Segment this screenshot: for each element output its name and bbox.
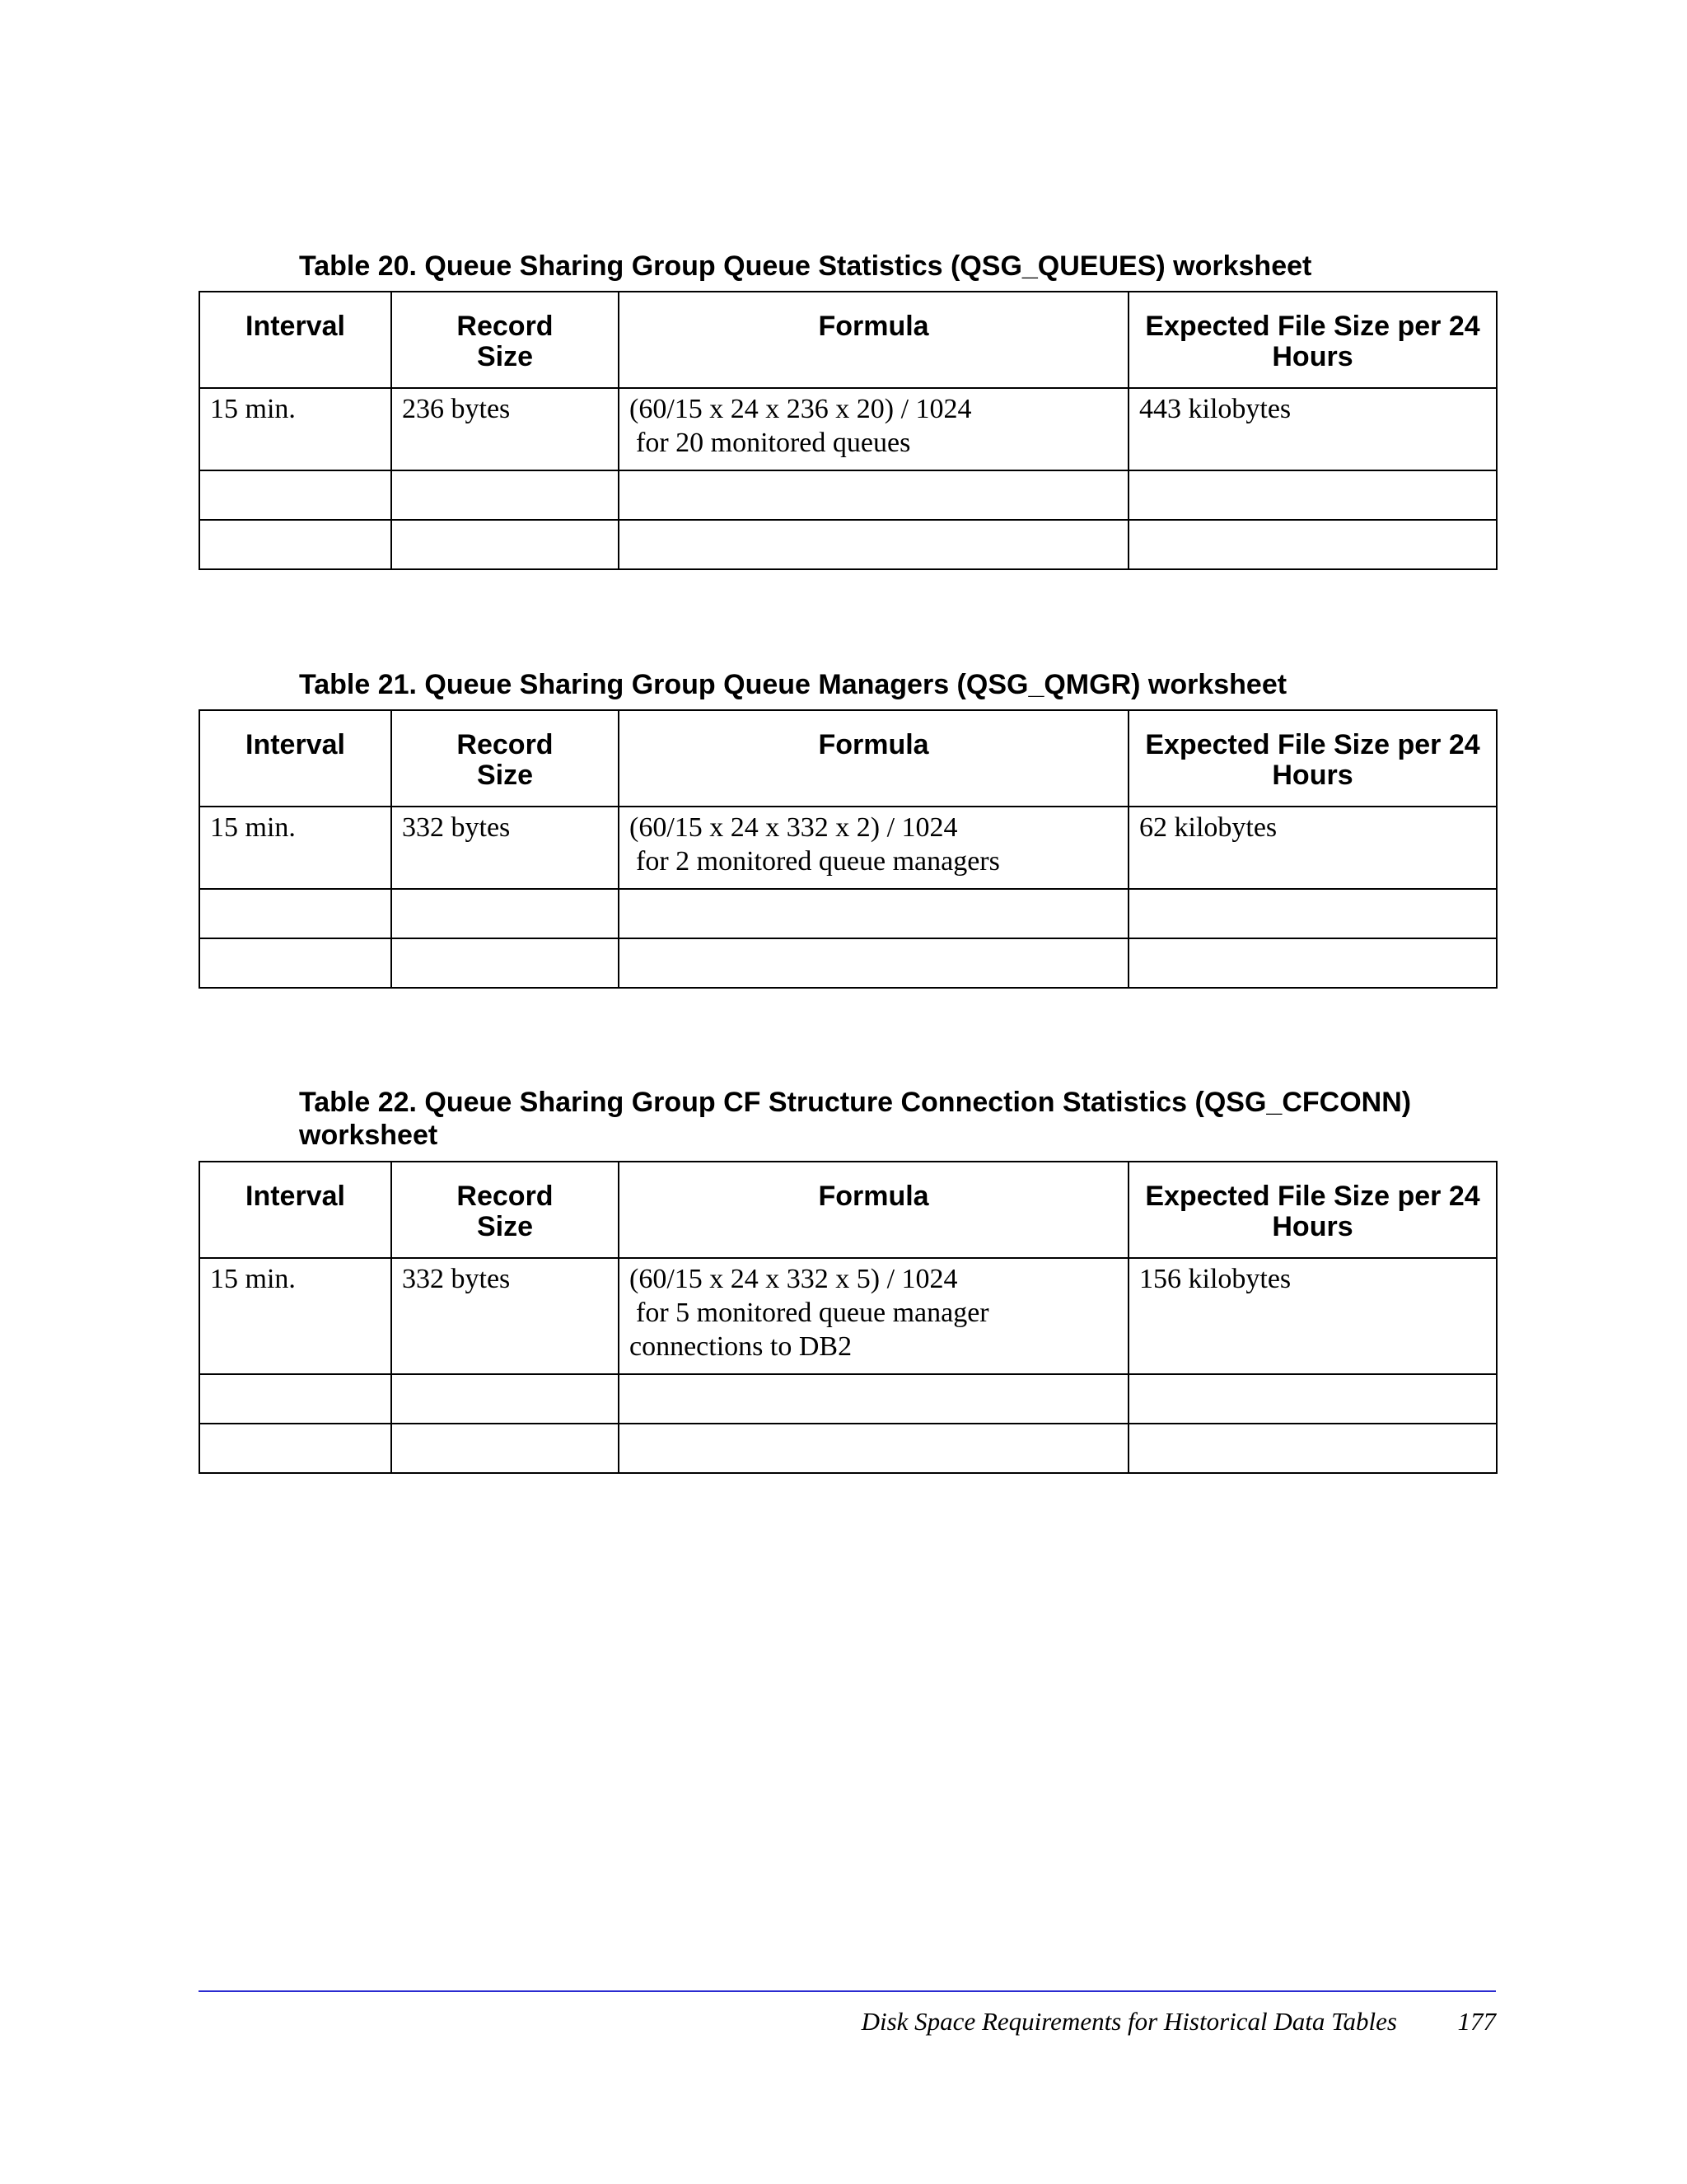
table-22-caption <box>299 1086 1452 1152</box>
cell-formula <box>619 1258 1129 1374</box>
cell-interval: 15 min. <box>199 388 391 470</box>
header-expected-line1: Expected File Size per 24 <box>1145 1181 1480 1212</box>
cell-interval: 15 min. <box>199 1258 391 1374</box>
table-21 <box>199 709 1498 989</box>
cell-empty <box>199 889 391 938</box>
header-interval: Interval <box>199 710 391 807</box>
cell-empty <box>619 470 1129 520</box>
table-row <box>199 807 1497 889</box>
cell-record-size: 332 bytes <box>391 807 619 889</box>
table-row-empty <box>199 938 1497 988</box>
footer-title: Disk Space Requirements for Historical Data Tables <box>861 2007 1397 2036</box>
table-row-empty <box>199 520 1497 569</box>
formula-line1: (60/15 x 24 x 332 x 2) / 1024 <box>629 812 958 843</box>
header-formula: Formula <box>619 292 1129 388</box>
table-header-row <box>199 710 1497 807</box>
cell-empty <box>619 889 1129 938</box>
cell-empty <box>391 1424 619 1473</box>
table-row-empty <box>199 889 1497 938</box>
formula-line1: (60/15 x 24 x 332 x 5) / 1024 <box>629 1264 958 1294</box>
header-record-line2: Size <box>476 341 534 372</box>
table-row <box>199 388 1497 470</box>
header-expected-line2: Hours <box>1272 1211 1353 1242</box>
cell-empty <box>619 1374 1129 1424</box>
header-record-line2: Size <box>476 1211 534 1242</box>
cell-empty <box>391 889 619 938</box>
header-expected-line2: Hours <box>1272 341 1353 372</box>
header-expected-size <box>1129 292 1497 388</box>
cell-empty <box>199 520 391 569</box>
page-number: 177 <box>1457 2007 1496 2036</box>
cell-empty <box>1129 889 1497 938</box>
cell-empty <box>1129 938 1497 988</box>
header-interval: Interval <box>199 292 391 388</box>
header-record-size <box>391 710 619 807</box>
cell-record-size: 332 bytes <box>391 1258 619 1374</box>
table-22-caption-line1: Table 22. Queue Sharing Group CF Structure Connection Statistics (QSG_CFCONN) <box>299 1087 1412 1118</box>
cell-empty <box>199 938 391 988</box>
cell-expected-size: 62 kilobytes <box>1129 807 1497 889</box>
cell-empty <box>619 520 1129 569</box>
cell-record-size: 236 bytes <box>391 388 619 470</box>
header-expected-size <box>1129 710 1497 807</box>
formula-line2: for 2 monitored queue managers <box>636 846 1000 877</box>
header-record-line1: Record <box>456 1181 554 1212</box>
cell-empty <box>199 1374 391 1424</box>
header-interval: Interval <box>199 1162 391 1258</box>
formula-line2: for 20 monitored queues <box>636 428 911 458</box>
cell-empty <box>619 1424 1129 1473</box>
footer-divider <box>199 1990 1496 1992</box>
table-header-row <box>199 292 1497 388</box>
cell-empty <box>391 938 619 988</box>
cell-empty <box>1129 520 1497 569</box>
cell-interval: 15 min. <box>199 807 391 889</box>
table-row-empty <box>199 470 1497 520</box>
table-20-caption: Table 20. Queue Sharing Group Queue Statistics (QSG_QUEUES) worksheet <box>299 250 1312 282</box>
header-expected-line1: Expected File Size per 24 <box>1145 729 1480 760</box>
header-record-size <box>391 1162 619 1258</box>
cell-empty <box>1129 470 1497 520</box>
table-row <box>199 1258 1497 1374</box>
table-22-caption-line2: worksheet <box>299 1120 438 1151</box>
table-22 <box>199 1161 1498 1474</box>
table-row-empty <box>199 1374 1497 1424</box>
table-header-row <box>199 1162 1497 1258</box>
header-record-size <box>391 292 619 388</box>
formula-line3: connections to DB2 <box>629 1331 853 1362</box>
header-record-line2: Size <box>476 760 534 791</box>
table-20 <box>199 291 1498 570</box>
formula-line2: for 5 monitored queue manager <box>636 1298 989 1328</box>
header-expected-line2: Hours <box>1272 760 1353 791</box>
formula-line1: (60/15 x 24 x 236 x 20) / 1024 <box>629 394 972 424</box>
cell-expected-size: 443 kilobytes <box>1129 388 1497 470</box>
cell-empty <box>1129 1374 1497 1424</box>
cell-formula <box>619 388 1129 470</box>
cell-empty <box>391 1374 619 1424</box>
cell-empty <box>391 520 619 569</box>
header-record-line1: Record <box>456 311 554 342</box>
header-formula: Formula <box>619 1162 1129 1258</box>
cell-empty <box>391 470 619 520</box>
header-expected-line1: Expected File Size per 24 <box>1145 311 1480 342</box>
header-record-line1: Record <box>456 729 554 760</box>
header-formula: Formula <box>619 710 1129 807</box>
table-row-empty <box>199 1424 1497 1473</box>
cell-expected-size: 156 kilobytes <box>1129 1258 1497 1374</box>
cell-formula <box>619 807 1129 889</box>
cell-empty <box>1129 1424 1497 1473</box>
cell-empty <box>199 1424 391 1473</box>
cell-empty <box>199 470 391 520</box>
table-21-caption: Table 21. Queue Sharing Group Queue Managers (QSG_QMGR) worksheet <box>299 669 1287 700</box>
cell-empty <box>619 938 1129 988</box>
header-expected-size <box>1129 1162 1497 1258</box>
